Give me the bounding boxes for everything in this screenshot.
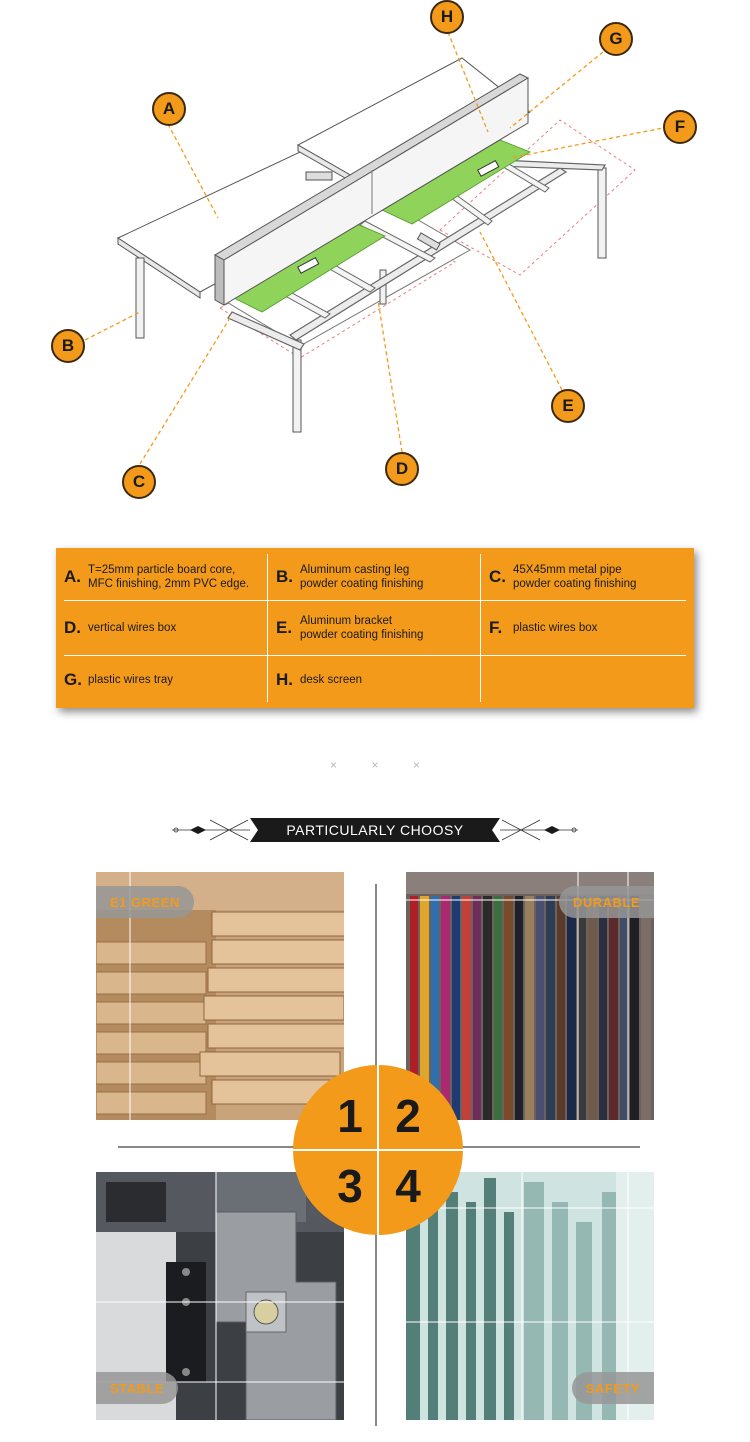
spec-letter: G. bbox=[64, 670, 82, 689]
spec-cell-e bbox=[276, 601, 480, 655]
callout-f: F bbox=[663, 110, 697, 144]
spec-desc: plastic wires tray bbox=[88, 674, 173, 686]
feature-tag: STABLE bbox=[96, 1372, 178, 1404]
spec-letter: H. bbox=[276, 670, 293, 689]
spec-letter: E. bbox=[276, 618, 293, 637]
spec-cell-f bbox=[489, 601, 689, 655]
feature-number-4: 4 bbox=[395, 1160, 421, 1212]
feature-tag: SAFETY bbox=[572, 1372, 654, 1404]
spec-cell-b bbox=[276, 554, 480, 600]
banner-title: PARTICULARLY CHOOSY bbox=[286, 822, 464, 838]
spec-desc: desk screen bbox=[300, 674, 363, 686]
spec-letter: D. bbox=[64, 618, 81, 637]
spec-table bbox=[56, 548, 694, 708]
spec-cell-empty bbox=[489, 656, 689, 704]
section-banner bbox=[170, 814, 580, 846]
spec-desc: plastic wires box bbox=[513, 622, 598, 634]
spec-desc: 45X45mm metal pipe powder coating finishing bbox=[513, 564, 637, 590]
callout-g: G bbox=[599, 22, 633, 56]
separator-dots bbox=[330, 758, 420, 774]
feature-tag: E1 GREEN bbox=[96, 886, 194, 918]
callout-b: B bbox=[51, 329, 85, 363]
spec-cell-d bbox=[64, 601, 267, 655]
workstation-diagram bbox=[0, 0, 750, 520]
spec-desc: Aluminum bracket powder coating finishing bbox=[300, 615, 424, 641]
number-disc bbox=[292, 1064, 464, 1236]
spec-cell-a bbox=[64, 554, 267, 600]
spec-cell-g bbox=[64, 656, 267, 704]
spec-cell-h bbox=[276, 656, 480, 704]
spec-letter: B. bbox=[276, 567, 293, 586]
feature-number-1: 1 bbox=[337, 1090, 363, 1142]
spec-letter: A. bbox=[64, 567, 81, 586]
callout-h: H bbox=[430, 0, 464, 34]
spec-letter: C. bbox=[489, 567, 506, 586]
callout-c: C bbox=[122, 465, 156, 499]
separator-mark: × bbox=[412, 758, 420, 772]
desk-illustration bbox=[0, 0, 750, 520]
feature-number-3: 3 bbox=[337, 1160, 363, 1212]
spec-desc: vertical wires box bbox=[88, 622, 177, 634]
callout-e: E bbox=[551, 389, 585, 423]
spec-desc: Aluminum casting leg powder coating finishing bbox=[300, 564, 424, 590]
callout-d: D bbox=[385, 452, 419, 486]
separator-mark: × bbox=[330, 758, 338, 772]
spec-desc: T=25mm particle board core, MFC finishing, 2mm PVC edge. bbox=[88, 564, 250, 590]
callout-a: A bbox=[152, 92, 186, 126]
spec-cell-c bbox=[489, 554, 689, 600]
feature-number-2: 2 bbox=[395, 1090, 421, 1142]
separator-mark: × bbox=[371, 758, 379, 772]
spec-letter: F. bbox=[489, 618, 503, 637]
feature-tag: DURABLE bbox=[559, 886, 654, 918]
